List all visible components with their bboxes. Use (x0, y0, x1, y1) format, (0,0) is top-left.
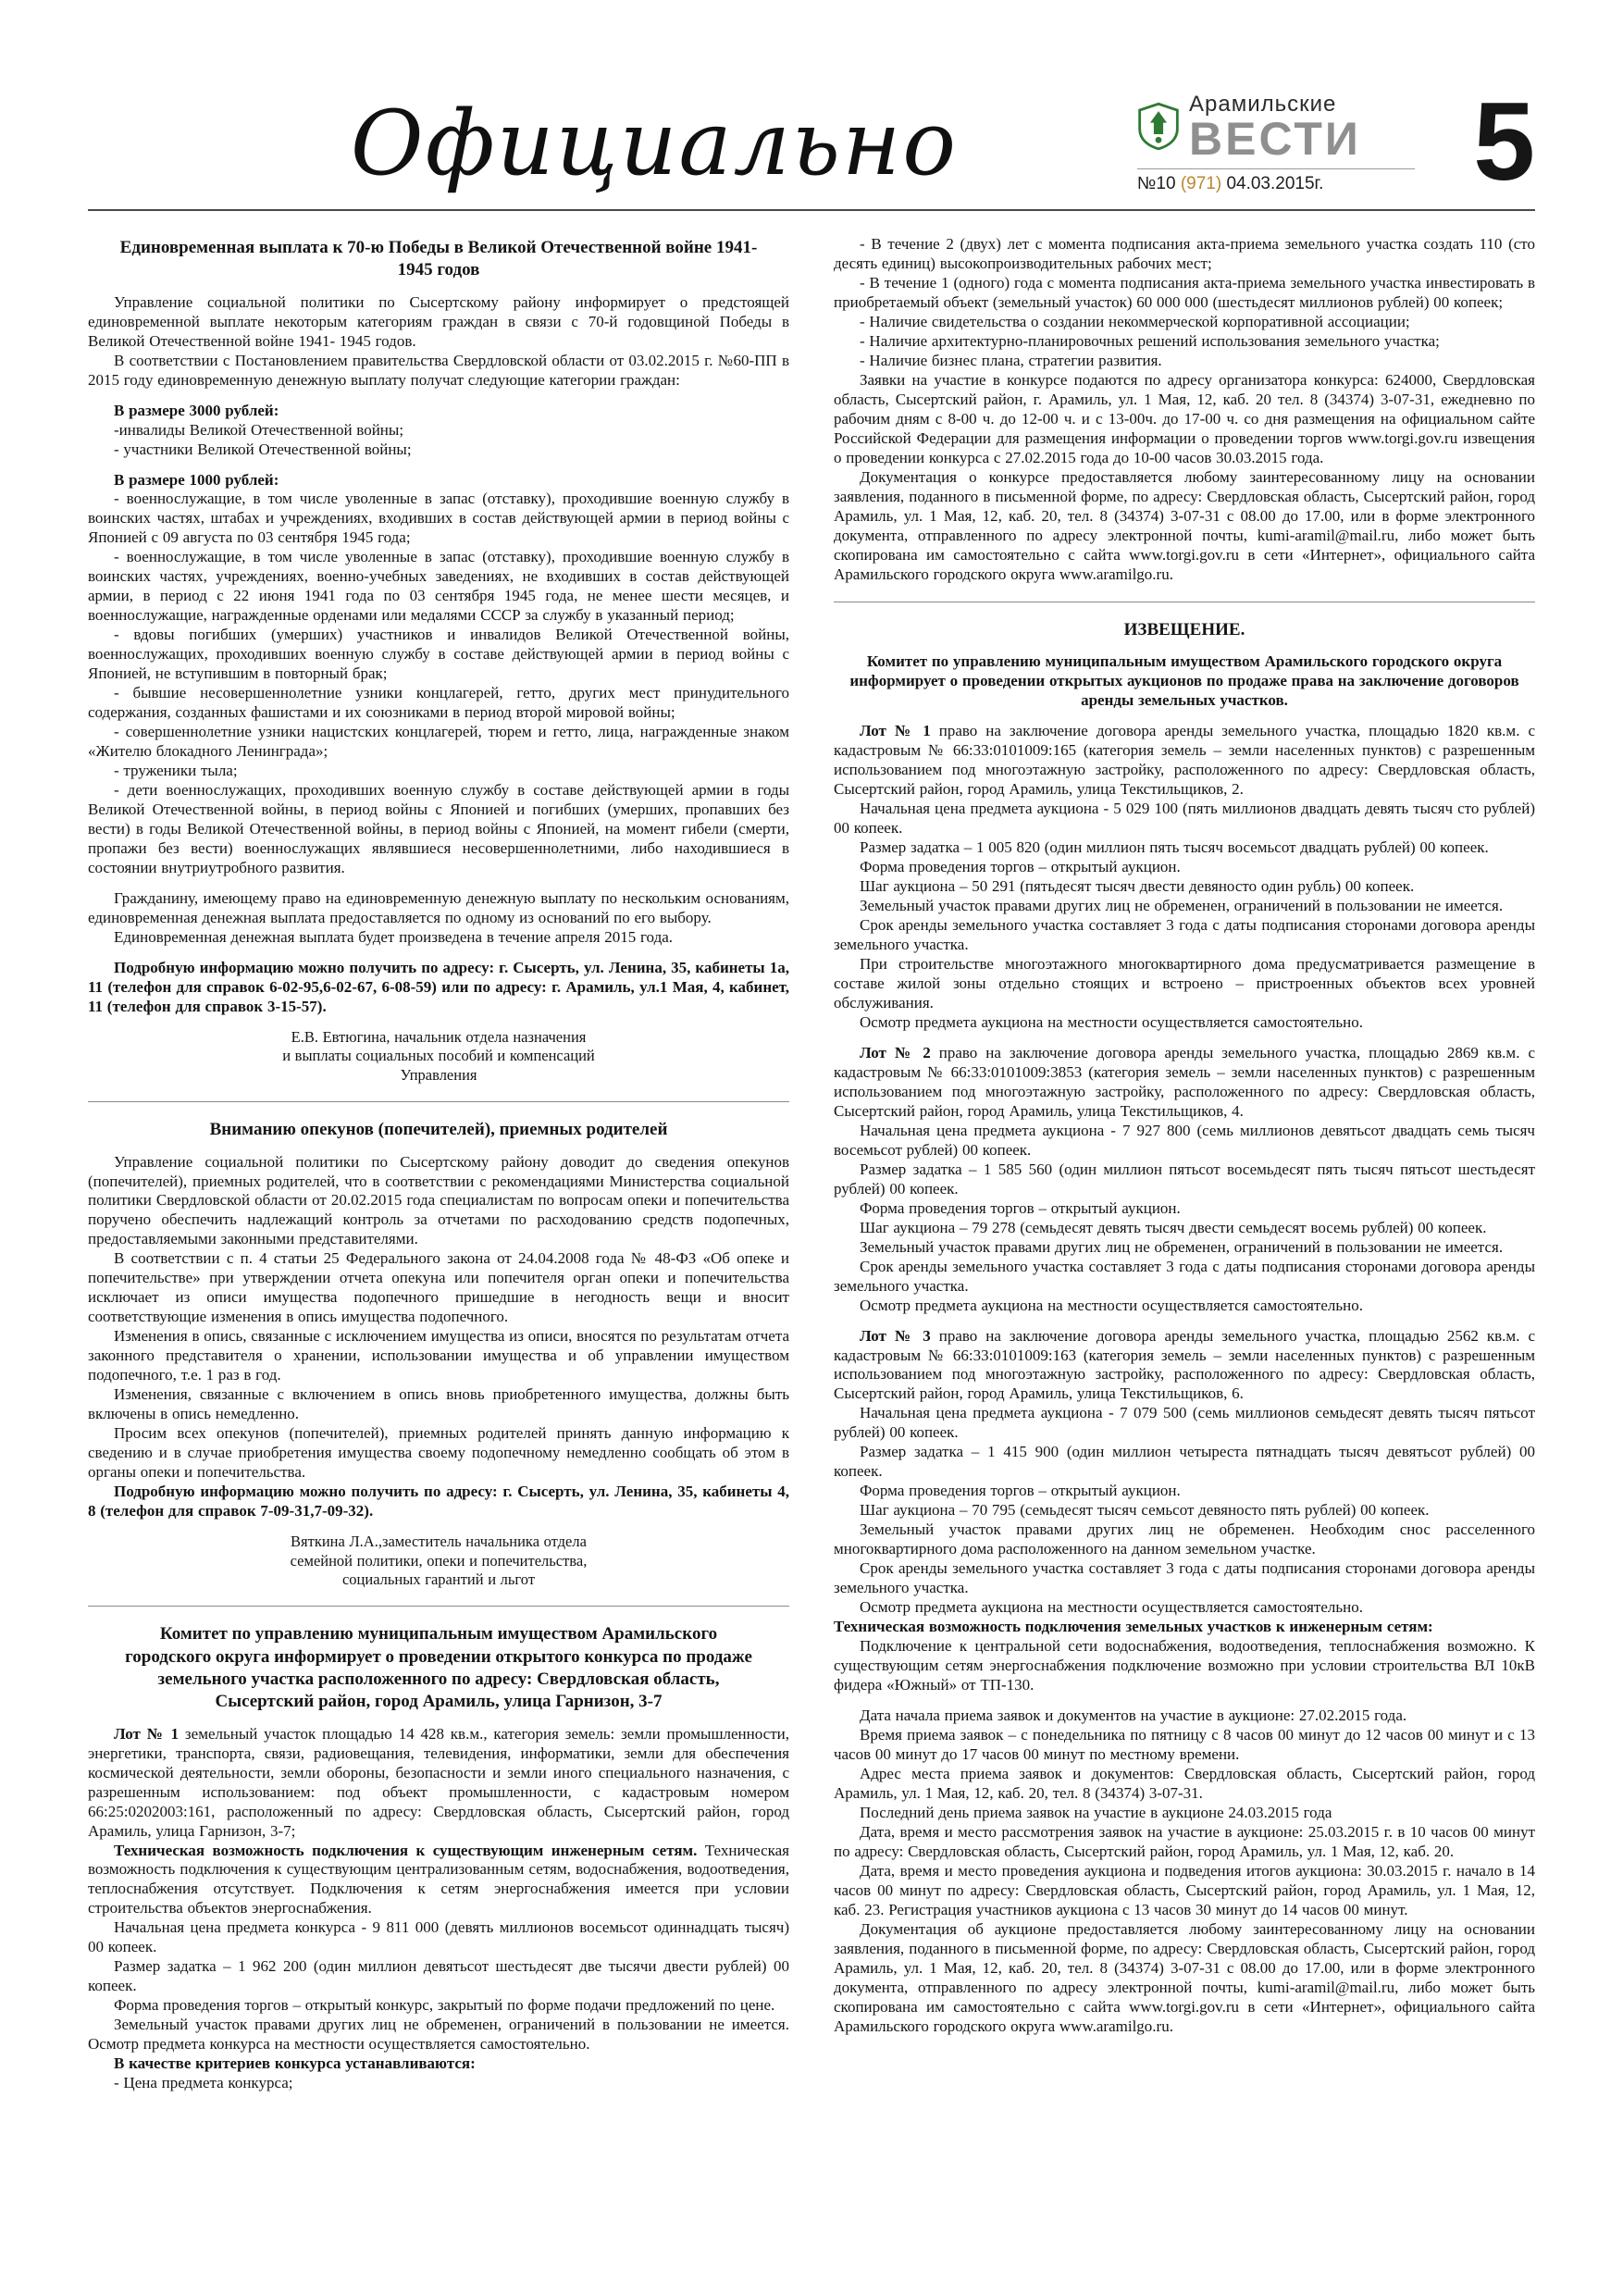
paragraph: Форма проведения торгов – открытый аукцион. (860, 857, 1181, 875)
paragraph: В размере 3000 рублей: (114, 401, 279, 419)
paragraph: - Наличие свидетельства о создании некоммерческой корпоративной ассоциации; (860, 312, 1410, 330)
paragraph: Размер задатка – 1 415 900 (один миллион четыреста пятнадцать тысяч девятьсот рублей) 00 копеек. (834, 1443, 1535, 1481)
article (834, 235, 1535, 585)
issue-date: 04.03.2015г. (1226, 174, 1324, 193)
article (834, 602, 1535, 2037)
paragraph-lead: Техническая возможность подключения к существующим инженерным сетям. (114, 1841, 698, 1859)
paragraph: Шаг аукциона – 70 795 (семьдесят тысяч семьсот девяносто пять рублей) 00 копеек. (860, 1501, 1430, 1520)
paragraph: Размер задатка – 1 585 560 (один миллион пятьсот восемьдесят пять тысяч пятьсот шестьдесят рублей) 00 копеек. (834, 1160, 1535, 1198)
paragraph: Лот № 1 земельный участок площадью 14 428 кв.м., категория земель: земли промышленности, энергетики, транспорта, связи, радиовещания, телевидения, информатики, земли для обеспечения космической деятельности, земли обороны, безопасности и земли иного специального назначения, с разрешенным использованием: под объект промышленности, с кадастровым номером 66:25:0202003:161, расположенный по адресу: Свердловская область, Сысертский район, город Арамиль, улица Гарнизон, 3-7; (88, 1724, 789, 1840)
paragraph: Начальная цена предмета аукциона - 7 927 800 (семь миллионов девятьсот двадцать семь тысяч восемьсот рублей) 00 копеек. (834, 1121, 1535, 1159)
issue-line (1137, 168, 1415, 194)
issue-edition-number: (971) (1180, 174, 1222, 193)
paragraph: Земельный участок правами других лиц не обременен, ограничений в пользовании не имеется. Осмотр предмета конкурса на местности осуществляется самостоятельно. (88, 2016, 789, 2054)
paragraph: Размер задатка – 1 962 200 (один миллион девятьсот шестьдесят две тысячи двести рублей) 00 копеек. (88, 1957, 789, 1995)
paragraph: Время приема заявок – с понедельника по пятницу с 8 часов 00 минут до 12 часов 00 минут и с 13 часов 00 минут до 17 часов 00 минут по местному времени. (834, 1726, 1535, 1764)
paragraph: Техническая возможность подключения земельных участков к инженерным сетям: (834, 1618, 1433, 1636)
paragraph: При строительстве многоэтажного многоквартирного дома предусматривается размещение в составе жилой зоны отдельно стоящих и встроено – пристроенных объектов всех уровней обслуживания. (834, 954, 1535, 1011)
paragraph: Форма проведения торгов – открытый аукцион. (860, 1482, 1181, 1500)
paragraph: Адрес места приема заявок и документов: Свердловская область, Сысертский район, город Арамиль, ул. 1 Мая, 12, каб. 20, тел. 8 (34374) 3-07-31. (834, 1765, 1535, 1803)
paragraph: Начальная цена предмета аукциона - 5 029 100 (пять миллионов двадцать девять тысяч сто рублей) 00 копеек. (834, 799, 1535, 837)
paragraph: Дата, время и место проведения аукциона и подведения итогов аукциона: 30.03.2015 г. начало в 14 часов 00 минут по адресу: Свердловская область, Сысертский район, город Арамиль, ул. 1 Мая, 12, каб. 23. Регистрация участников аукциона с 13 часов 30 минут до 14 часов 00 минут. (834, 1862, 1535, 1919)
issue-number: №10 (1137, 174, 1176, 193)
section-title: Официально (350, 92, 959, 196)
content-columns (88, 235, 1535, 2093)
paragraph-lead: Лот № 2 (860, 1043, 931, 1061)
paragraph: -инвалиды Великой Отечественной войны; (114, 420, 404, 439)
article (88, 237, 789, 1085)
paragraph: - Наличие бизнес плана, стратегии развития. (860, 351, 1162, 369)
paragraph: Срок аренды земельного участка составляет 3 года с даты подписания сторонами договора аренды земельного участка. (834, 1559, 1535, 1597)
paragraph: Дата, время и место рассмотрения заявок на участие в аукционе: 25.03.2015 г. в 10 часов 00 минут по адресу: Свердловская область, Сысертский район, город Арамиль, ул. 1 Мая, 12, каб. 20. (834, 1823, 1535, 1861)
paragraph: - участники Великой Отечественной войны; (114, 440, 412, 458)
signature-line: и выплаты социальных пособий и компенсаций (282, 1047, 595, 1065)
article (88, 1606, 789, 2093)
paragraph: Последний день приема заявок на участие в аукционе 24.03.2015 года (860, 1804, 1332, 1822)
article-title: ИЗВЕЩЕНИЕ. (1123, 619, 1245, 639)
article-title: Комитет по управлению муниципальным имуществом Арамильского городского округа информирует о проведении открытого конкурса по продаже земельного участка расположенного по адресу: Свердловская область, Сысертский район, город Арамиль, улица Гарнизон, 3-7 (125, 1624, 752, 1712)
paragraph: Осмотр предмета аукциона на местности осуществляется самостоятельно. (860, 1296, 1363, 1314)
paragraph: - В течение 1 (одного) года с момента подписания акта-приема земельного участка инвестировать в приобретаемый объект (земельный участок) 60 000 000 (шестьдесят миллионов рублей) 00 копеек; (834, 273, 1535, 311)
paragraph: Начальная цена предмета конкурса - 9 811 000 (девять миллионов восемьсот одиннадцать тысяч) 00 копеек. (88, 1918, 789, 1956)
signature-line: Е.В. Евтюгина, начальник отдела назначения (291, 1028, 587, 1047)
paragraph: Лот № 1 право на заключение договора аренды земельного участка, площадью 1820 кв.м. с кадастровым № 66:33:0101009:165 (категория земель – земли населенных пунктов) с разрешенным использованием под многоэтажную застройку, расположенного по адресу: Свердловская область, Сысертский район, город Арамиль, улица Текстильщиков, 2. (834, 721, 1535, 798)
paragraph: Просим всех опекунов (попечителей), приемных родителей принять данную информацию к сведению и в случае приобретения имущества своему подопечному немедленно сообщать об этом в органы опеки и попечительства. (88, 1424, 789, 1482)
paragraph: - бывшие несовершеннолетние узники концлагерей, гетто, других мест принудительного содержания, созданных фашистами и их союзниками в период второй мировой войны; (88, 684, 789, 722)
brand-names (1189, 91, 1361, 165)
paragraph: - Наличие архитектурно-планировочных решений использования земельного участка; (860, 331, 1440, 350)
paragraph-lead: Лот № 3 (860, 1326, 931, 1345)
paragraph: - совершеннолетние узники нацистских концлагерей, тюрем и гетто, лица, награжденные знаком «Жителю блокадного Ленинграда»; (88, 723, 789, 761)
paragraph: Лот № 2 право на заключение договора аренды земельного участка, площадью 2869 кв.м. с кадастровым № 66:33:0101009:3853 (категория земель – земли населенных пунктов) с разрешенным использованием под многоэтажную застройку, расположенного по адресу: Свердловская область, Сысертский район, город Арамиль, улица Текстильщиков, 4. (834, 1043, 1535, 1120)
paragraph: Шаг аукциона – 50 291 (пятьдесят тысяч двести девяносто один рубль) 00 копеек. (860, 876, 1415, 895)
paragraph: Изменения в опись, связанные с исключением имущества из описи, вносятся по результатам отчета законного представителя о хранении, использовании имущества и об управлении имуществом подопечного, т.е. 1 раз в год. (88, 1327, 789, 1384)
paragraph: - военнослужащие, в том числе уволенные в запас (отставку), проходившие военную службу в воинских частях, штабах и учреждениях, входивших в состав действующей армии в период войны с Японией с 09 августа по 03 сентября 1945 года; (88, 490, 789, 547)
paragraph: Управление социальной политики по Сысертскому району информирует о предстоящей единовременной выплате некоторым категориям граждан в связи с 70-й годовщиной Победы в Великой Отечественной войне 1941- 1945 годов. (88, 292, 789, 350)
left-column (88, 235, 789, 2093)
newspaper-brand (1137, 92, 1415, 197)
masthead (88, 35, 1535, 211)
paragraph: В размере 1000 рублей: (114, 470, 279, 489)
paragraph: В качестве критериев конкурса устанавливаются: (114, 2054, 476, 2073)
paragraph: - Цена предмета конкурса; (114, 2074, 293, 2092)
paragraph: - В течение 2 (двух) лет с момента подписания акта-приема земельного участка создать 110 (сто десять единиц) высокопроизводительных рабочих мест; (834, 235, 1535, 272)
paragraph-lead: Лот № 1 (114, 1724, 180, 1743)
paragraph: Форма проведения торгов – открытый конкурс, закрытый по форме подачи предложений по цене. (114, 1996, 775, 2015)
paragraph: Земельный участок правами других лиц не обременен, ограничений в пользовании не имеется. (860, 1237, 1504, 1256)
paragraph: Форма проведения торгов – открытый аукцион. (860, 1198, 1181, 1217)
paragraph: Земельный участок правами других лиц не обременен, ограничений в пользовании не имеется. (860, 896, 1504, 914)
paragraph: Гражданину, имеющему право на единовременную денежную выплату по нескольким основаниям, единовременная денежная выплата предоставляется по одному из оснований по его выбору. (88, 889, 789, 927)
brand-name-large: ВЕСТИ (1189, 112, 1361, 165)
paragraph: - вдовы погибших (умерших) участников и инвалидов Великой Отечественной войны, военнослужащих, проходивших военную службу в составе действующей армии в период войны с Японией, не вступившим в повторный брак; (88, 626, 789, 683)
paragraph: Подключение к центральной сети водоснабжения, водоотведения, теплоснабжения возможно. К существующим сетям энергоснабжения подключение возможно при условии строительства ВЛ 10кВ фидера «Южный» от ТП-130. (834, 1637, 1535, 1694)
signature-line: социальных гарантий и льгот (341, 1570, 536, 1588)
paragraph: Земельный участок правами других лиц не обременен. Необходим снос расселенного многоквартирного дома расположенного на данном земельном участке. (834, 1520, 1535, 1558)
paragraph: Лот № 3 право на заключение договора аренды земельного участка, площадью 2562 кв.м. с кадастровым № 66:33:0101009:163 (категория земель – земли населенных пунктов) с разрешенным использованием под многоэтажную застройку, расположенного по адресу: Свердловская область, Сысертский район, город Арамиль, улица Текстильщиков, 6. (834, 1326, 1535, 1403)
paragraph: - военнослужащие, в том числе уволенные в запас (отставку), проходившие военную службу в воинских частях, учреждениях, военно-учебных заведениях, не входивших в состав действующей армии, в период с 22 июня 1941 года по 03 сентября 1945 года, не менее шести месяцев, и военнослужащие, награжденные орденами или медалями СССР за службу в указанный период; (88, 548, 789, 625)
paragraph: Документация об аукционе предоставляется любому заинтересованному лицу на основании заявления, поданного в письменной форме, по адресу: Свердловская область, Сысертский район, город Арамиль, ул. 1 Мая, 12, каб. 20, тел. 8 (34374) 3-07-31 с 08.00 до 17.00, или в форме электронного документа, отправленного по адресу электронной почты, kumi-aramil@mail.ru, либо может быть скопирована им самостоятельно с сайта www.torgi.gov.ru в сети «Интернет», официального сайта Арамильского городского округа www.aramilgo.ru. (834, 1920, 1535, 2035)
article (88, 1101, 789, 1589)
paragraph: Шаг аукциона – 79 278 (семьдесят девять тысяч двести семьдесят восемь рублей) 00 копеек. (860, 1218, 1487, 1236)
paragraph: В соответствии с п. 4 статьи 25 Федерального закона от 24.04.2008 года № 48-ФЗ «Об опеке и попечительстве» при утверждении отчета опекуна или попечителя орган опеки и попечительства исключает из описи имущества подопечного пришедшие в негодность вещи и вносит соответствующие изменения в опись имущества подопечного. (88, 1249, 789, 1326)
paragraph: Подробную информацию можно получить по адресу: г. Сысерть, ул. Ленина, 35, кабинеты 1а, 11 (телефон для справок 6-02-95,6-02-67, 6-08-59) или по адресу: г. Арамиль, ул.1 Мая, 4, кабинет, 11 (телефон для справок 3-15-57). (88, 959, 789, 1016)
article-title: Вниманию опекунов (попечителей), приемных родителей (209, 1120, 668, 1140)
paragraph-lead: Лот № 1 (860, 721, 931, 739)
paragraph: Управление социальной политики по Сысертскому району доводит до сведения опекунов (попечителей), приемных родителей, что в соответствии с рекомендациями Министерства социальной политики Свердловской области от 20.02.2015 года специалистам по вопросам опеки и попечительства поручено обеспечить надлежащий контроль за отчетами по расходованию средств подопечных, предоставляемыми законными представителями. (88, 1152, 789, 1248)
paragraph: Осмотр предмета аукциона на местности осуществляется самостоятельно. (860, 1598, 1363, 1617)
paragraph: Комитет по управлению муниципальным имуществом Арамильского городского округа информирует о проведении открытых аукционов по продаже права на заключение договоров аренды земельных участков. (849, 652, 1519, 709)
paragraph: Подробную информацию можно получить по адресу: г. Сысерть, ул. Ленина, 35, кабинеты 4, 8 (телефон для справок 7-09-31,7-09-32). (88, 1483, 789, 1520)
paragraph: Единовременная денежная выплата будет произведена в течение апреля 2015 года. (114, 928, 674, 947)
paragraph: Заявки на участие в конкурсе подаются по адресу организатора конкурса: 624000, Свердловская область, Сысертский район, г. Арамиль, ул. 1 Мая, 12, каб. 20 тел. 8 (34374) 3-07-31, ежедневно по рабочим дням с 8-00 ч. до 12-00 ч. и с 13-00ч. до 17-00 ч. со дня размещения на официальном сайте Российской Федерации для размещения информации о проведении торгов www.torgi.gov.ru извещения о проведении конкурса с 27.02.2015 года до 10-00 часов 30.03.2015 года. (834, 370, 1535, 466)
signature-line: Вяткина Л.А.,заместитель начальника отдела (291, 1533, 587, 1551)
signature-line: семейной политики, опеки и попечительства, (290, 1551, 588, 1570)
signature-line: Управления (400, 1065, 477, 1084)
paragraph: Начальная цена предмета аукциона - 7 079 500 (семь миллионов семьдесят девять тысяч пятьсот рублей) 00 копеек. (834, 1404, 1535, 1442)
paragraph: Осмотр предмета аукциона на местности осуществляется самостоятельно. (860, 1012, 1363, 1031)
article-title: Единовременная выплата к 70-ю Победы в Великой Отечественной войне 1941- 1945 годов (119, 238, 758, 280)
paragraph: Срок аренды земельного участка составляет 3 года с даты подписания сторонами договора аренды земельного участка. (834, 1257, 1535, 1295)
page-number: 5 (1473, 80, 1535, 204)
paragraph: Техническая возможность подключения к существующим инженерным сетям. Техническая возможность подключения к существующим централизованным сетям, водоснабжения, водоотведения, теплоснабжения отсутствует. Подключения к сетям энергоснабжения имеется при условии строительства объектов энергоснабжения. (88, 1841, 789, 1917)
brand-row (1137, 91, 1415, 165)
brand-name-small: Арамильские (1189, 91, 1337, 117)
paragraph: Срок аренды земельного участка составляет 3 года с даты подписания сторонами договора аренды земельного участка. (834, 915, 1535, 953)
paragraph: - дети военнослужащих, проходивших военную службу в составе действующей армии в годы Великой Отечественной войны, в период войны с Японией и погибших (умерших, пропавших без вести) в годы Великой Отечественной войны, в период войны с Японией, на момент гибели (смерти, пропажи без вести) военнослужащих являвшиеся несовершеннолетними, либо находившиеся в состоянии внутриутробного развития. (88, 781, 789, 877)
paragraph: В соответствии с Постановлением правительства Свердловской области от 03.02.2015 г. №60-ПП в 2015 году единовременную денежную выплату получат следующие категории граждан: (88, 351, 789, 389)
paragraph: - труженики тыла; (114, 762, 238, 780)
paragraph: Изменения, связанные с включением в опись вновь приобретенного имущества, должны быть включены в опись немедленно. (88, 1385, 789, 1423)
paragraph: Дата начала приема заявок и документов на участие в аукционе: 27.02.2015 года. (860, 1706, 1407, 1725)
right-column (834, 235, 1535, 2037)
paragraph: Размер задатка – 1 005 820 (один миллион пять тысяч восемьсот двадцать рублей) 00 копеек. (860, 838, 1489, 856)
coat-of-arms-icon (1137, 102, 1180, 150)
paragraph: Документация о конкурсе предоставляется любому заинтересованному лицу на основании заявления, поданного в письменной форме, по адресу: Свердловская область, Сысертский район, город Арамиль, ул. 1 Мая, 12, каб. 20, тел. 8 (34374) 3-07-31 с 08.00 до 17.00, или в форме электронного документа, отправленного по адресу электронной почты, kumi-aramil@mail.ru, либо может быть скопирована им самостоятельно с сайта www.torgi.gov.ru в сети «Интернет», официального сайта Арамильского городского округа www.aramilgo.ru. (834, 467, 1535, 583)
